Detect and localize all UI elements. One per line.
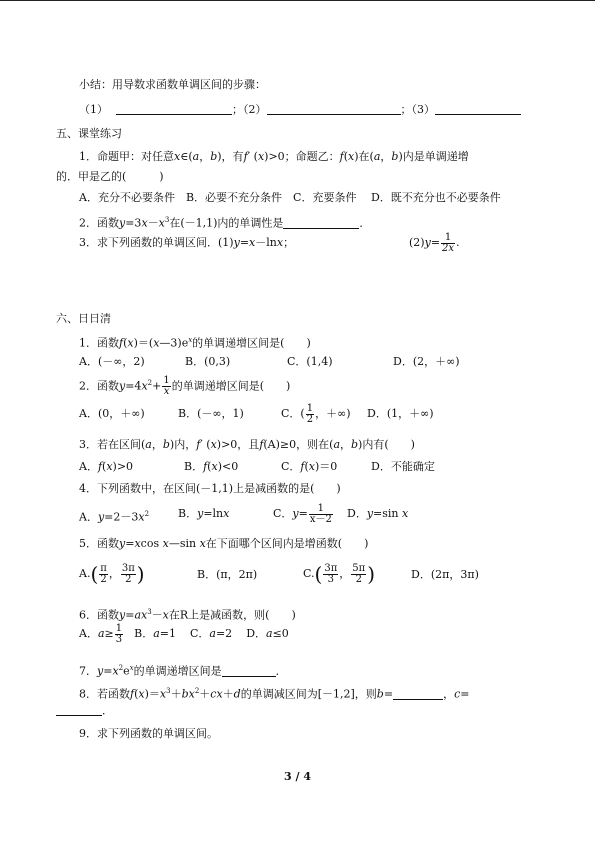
- s6-q4: 4．下列函数中，在区间(－1,1)上是减函数的是( ): [79, 482, 341, 495]
- fraction: $\frac{1}{2x}$: [442, 231, 455, 254]
- s6-q3: 3．若在区间(a，b)内，f′ (x)>0，且f(A)≥0，则在(a，b)内有( ): [79, 438, 415, 451]
- s5-q2: 2．函数$y=3x-x^3$在(－1,1)内的单调性是 ．: [79, 216, 371, 230]
- s5-q3: 3．求下列函数的单调区间．(1)y=x－lnx；: [79, 236, 295, 249]
- s6-q8-blank-b: [393, 688, 443, 700]
- s5-q1-options: A．充分不必要条件 B．必要不充分条件 C．充要条件 D．既不充分也不必要条件: [79, 191, 501, 204]
- step-1-label: （1）: [79, 103, 108, 116]
- fraction: $\frac{1}{x-2}$: [309, 502, 332, 525]
- section6-heading: 六、日日清: [56, 312, 111, 325]
- s6-q3-opt-b: B．f(x)<0: [184, 460, 239, 473]
- step-2-blank: [267, 103, 401, 115]
- s5-q1: 1．命题甲：对任意x∈(a，b)，有f′ (x)>0；命题乙：f(x)在(a，b)内是单调递增: [79, 150, 469, 163]
- s6-q5-opt-a: A.( $\frac{\pi}{2}$ ， $\frac{3\pi}{2}$ ): [79, 562, 145, 586]
- s6-q6: 6．函数$y=ax^3-x$在R上是减函数，则( ): [79, 608, 296, 622]
- s6-q2-opt-a: A．(0，＋∞): [79, 407, 145, 420]
- s6-q1-opt-c: C．(1,4): [287, 355, 333, 368]
- s6-q5: 5．函数y=xcos x—sin x在下面哪个区间内是增函数( ): [79, 537, 369, 550]
- s6-q1: 1．函数$f(x)=(x—3)e^x$的单调递增区间是( ): [79, 336, 311, 350]
- s6-q2: 2．函数$y=4x^2+$ $\frac{1}{x}$ 的单调递增区间是( ): [79, 375, 291, 398]
- summary-steps: [79, 103, 521, 117]
- fraction: $\frac{3\pi}{3}$: [324, 562, 338, 585]
- s6-q4-opt-b: B．y=lnx: [178, 507, 230, 520]
- s6-q4-opt-c: C．y= $\frac{1}{x-2}$: [273, 502, 332, 525]
- s6-q2-opt-b: B．(－∞，1): [178, 407, 244, 420]
- fraction: $\frac{3\pi}{2}$: [121, 562, 135, 585]
- s6-q2-opt-c: C．( $\frac{1}{2}$ ，＋∞): [281, 402, 351, 425]
- s5-q3-part2: (2)y= $\frac{1}{2x}$ .: [409, 231, 460, 254]
- s6-q4-opt-a: A．$y=2-3x^2$: [79, 510, 150, 524]
- s6-q2-opt-d: D．(1，＋∞): [367, 407, 434, 420]
- section5-heading: 五、课堂练习: [56, 127, 122, 140]
- s6-q6-options: A．a≥ $\frac{1}{3}$ B．a=1 C．a=2 D．a≤0: [79, 622, 289, 645]
- s5-q1-cont: 的．甲是乙的( ): [56, 170, 164, 183]
- page-top-border: [0, 0, 595, 1]
- fraction: $\frac{\pi}{2}$: [100, 562, 107, 585]
- fraction: $\frac{1}{x}$: [163, 375, 170, 398]
- s6-q8-cont: ．: [56, 704, 113, 718]
- summary-title: 小结：用导数求函数单调区间的步骤：: [79, 78, 266, 91]
- s6-q3-opt-a: A．f(x)>0: [79, 460, 134, 473]
- s6-q7: 7．$y=x^2e^x$的单调递增区间是 ．: [79, 664, 287, 678]
- s6-q5-opt-c: C.( $\frac{3\pi}{3}$ ， $\frac{5\pi}{2}$ ): [303, 562, 376, 586]
- step-1-blank: [116, 103, 232, 115]
- s6-q1-opt-a: A．(－∞，2): [79, 355, 145, 368]
- s6-q5-opt-d: D．(2π，3π): [411, 568, 479, 581]
- page-number: 3 / 4: [284, 770, 311, 783]
- s6-q1-opt-b: B．(0,3): [185, 355, 231, 368]
- step-3-label: ；（3）: [400, 103, 435, 116]
- s6-q3-opt-d: D．不能确定: [371, 460, 435, 473]
- s6-q5-opt-b: B．(π，2π): [197, 568, 258, 581]
- fraction: $\frac{5\pi}{2}$: [352, 562, 366, 585]
- s6-q3-opt-c: C．f(x)＝0: [281, 460, 338, 473]
- fraction: $\frac{1}{3}$: [115, 622, 123, 645]
- s6-q7-blank: [222, 665, 276, 677]
- s6-q8-blank-c: [56, 704, 102, 716]
- s5-q2-blank: [283, 217, 359, 229]
- fraction: $\frac{1}{2}$: [306, 402, 314, 425]
- s6-q1-opt-d: D．(2，＋∞): [393, 355, 460, 368]
- step-3-blank: [435, 103, 521, 115]
- s6-q9: 9．求下列函数的单调区间。: [79, 727, 218, 740]
- s6-q8: 8．若函数$f(x)=x^3+bx^2+cx+d$的单调减区间为[－1,2]，则b= ，c=: [79, 687, 470, 701]
- step-2-label: ；（2）: [232, 103, 267, 116]
- s6-q4-opt-d: D．y=sin x: [347, 507, 409, 520]
